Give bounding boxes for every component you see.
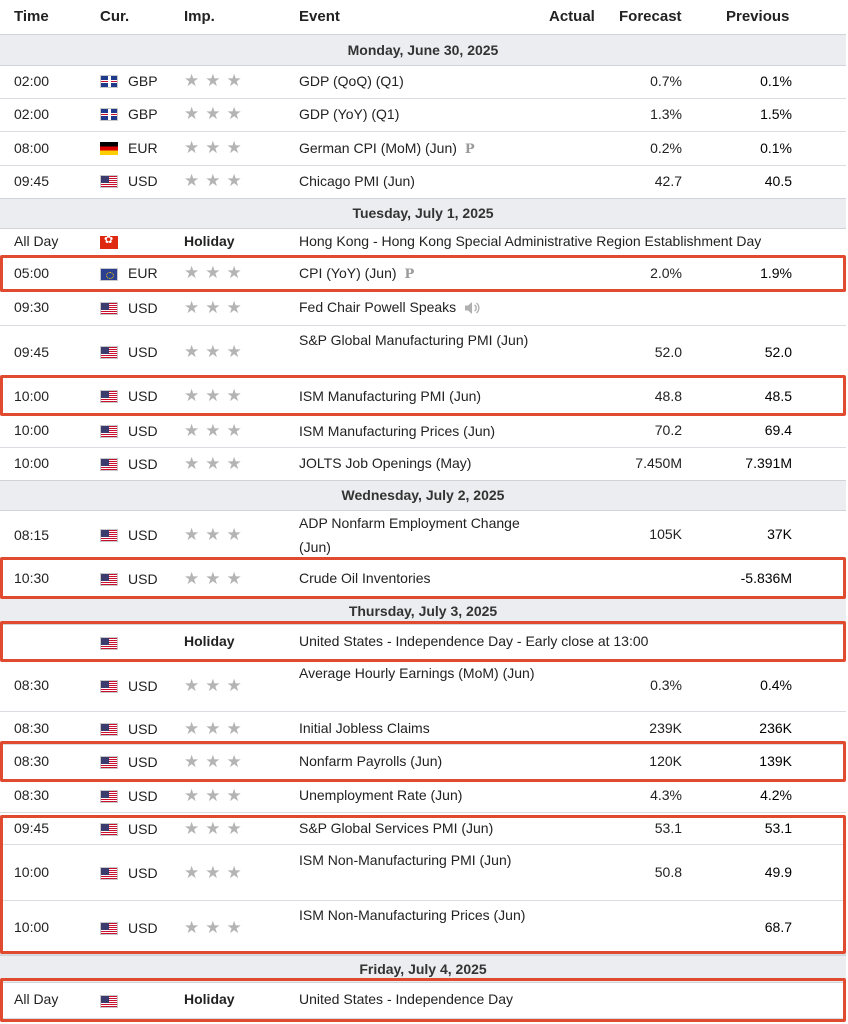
- star-icon: ★: [205, 421, 221, 440]
- star-icon: ★: [184, 342, 200, 361]
- star-icon: ★: [226, 342, 242, 361]
- importance-stars: [184, 454, 248, 474]
- forecast-value: 70.2: [654, 422, 682, 438]
- star-icon: ★: [205, 719, 221, 738]
- importance-stars: [184, 71, 248, 91]
- event-name[interactable]: German CPI (MoM) (Jun): [299, 140, 457, 156]
- event-time: 02:00: [14, 106, 50, 122]
- star-icon: ★: [226, 819, 242, 838]
- star-icon: ★: [205, 676, 221, 695]
- de-flag-icon: [100, 142, 118, 155]
- day-header: Wednesday, July 2, 2025: [0, 480, 846, 511]
- importance-stars: [184, 342, 248, 362]
- previous-value: 49.9: [764, 864, 792, 880]
- importance-stars: [184, 569, 248, 589]
- day-header: Tuesday, July 1, 2025: [0, 198, 846, 229]
- forecast-value: 4.3%: [650, 787, 682, 803]
- star-icon: ★: [205, 386, 221, 405]
- forecast-value: 0.3%: [650, 677, 682, 693]
- event-time: 08:30: [14, 787, 50, 803]
- day-header: Monday, June 30, 2025: [0, 34, 846, 66]
- event-time: 10:00: [14, 422, 50, 438]
- star-icon: ★: [226, 263, 242, 282]
- event-name[interactable]: ISM Non-Manufacturing Prices (Jun): [299, 907, 526, 923]
- holiday-label: Holiday: [184, 633, 235, 649]
- event-time: 10:00: [14, 919, 50, 935]
- star-icon: ★: [226, 104, 242, 123]
- star-icon: ★: [184, 819, 200, 838]
- us-flag-icon: [100, 922, 118, 935]
- star-icon: ★: [184, 918, 200, 937]
- us-flag-icon: [100, 680, 118, 693]
- forecast-value: 48.8: [654, 388, 682, 404]
- table-row[interactable]: [0, 228, 846, 257]
- event-time: 05:00: [14, 265, 50, 281]
- star-icon: ★: [184, 863, 200, 882]
- us-flag-icon: [100, 867, 118, 880]
- event-time: All Day: [14, 991, 59, 1007]
- star-icon: ★: [184, 719, 200, 738]
- forecast-value: 0.2%: [650, 140, 682, 156]
- previous-value: 69.4: [764, 422, 792, 438]
- currency: USD: [128, 388, 158, 404]
- previous-value: 40.5: [764, 173, 792, 189]
- previous-value: 52.0: [764, 344, 792, 360]
- event-name[interactable]: JOLTS Job Openings (May): [299, 455, 472, 471]
- us-flag-icon: [100, 756, 118, 769]
- gb-flag-icon: [100, 108, 118, 121]
- currency: EUR: [128, 265, 158, 281]
- star-icon: ★: [226, 298, 242, 317]
- event-name[interactable]: GDP (YoY) (Q1): [299, 106, 400, 122]
- importance-stars: [184, 386, 248, 406]
- day-header: Thursday, July 3, 2025: [0, 597, 846, 625]
- event-cell[interactable]: [299, 295, 539, 319]
- event-name[interactable]: Fed Chair Powell Speaks: [299, 299, 457, 315]
- event-time: 08:30: [14, 753, 50, 769]
- currency: USD: [128, 300, 158, 316]
- previous-value: 0.1%: [760, 73, 792, 89]
- star-icon: ★: [226, 421, 242, 440]
- event-time: 09:45: [14, 344, 50, 360]
- gb-flag-icon: [100, 75, 118, 88]
- star-icon: ★: [205, 918, 221, 937]
- event-name[interactable]: CPI (YoY) (Jun): [299, 265, 397, 281]
- preliminary-icon: P: [464, 142, 475, 157]
- header-importance[interactable]: Imp.: [184, 8, 215, 25]
- star-icon: ★: [184, 298, 200, 317]
- star-icon: ★: [226, 525, 242, 544]
- event-cell[interactable]: [299, 261, 539, 287]
- table-row[interactable]: [0, 326, 846, 377]
- star-icon: ★: [226, 71, 242, 90]
- forecast-value: 1.3%: [650, 106, 682, 122]
- star-icon: ★: [226, 171, 242, 190]
- star-icon: ★: [184, 263, 200, 282]
- star-icon: ★: [184, 386, 200, 405]
- holiday-label: Holiday: [184, 991, 235, 1007]
- event-name[interactable]: ADP Nonfarm Employment Change (Jun): [299, 515, 520, 555]
- table-row[interactable]: [0, 624, 846, 661]
- star-icon: ★: [184, 71, 200, 90]
- event-time: 08:00: [14, 140, 50, 156]
- currency: USD: [128, 173, 158, 189]
- currency: USD: [128, 344, 158, 360]
- table-row[interactable]: [0, 415, 846, 448]
- currency: USD: [128, 754, 158, 770]
- event-name[interactable]: United States - Independence Day - Early close at 13:00: [299, 633, 649, 649]
- us-flag-icon: [100, 425, 118, 438]
- event-name[interactable]: Chicago PMI (Jun): [299, 173, 415, 189]
- star-icon: ★: [226, 569, 242, 588]
- table-row[interactable]: [0, 813, 846, 845]
- previous-value: 139K: [759, 753, 792, 769]
- star-icon: ★: [226, 719, 242, 738]
- us-flag-icon: [100, 390, 118, 403]
- star-icon: ★: [226, 752, 242, 771]
- forecast-value: 2.0%: [650, 265, 682, 281]
- forecast-value: 42.7: [654, 173, 682, 189]
- event-name[interactable]: Nonfarm Payrolls (Jun): [299, 753, 443, 769]
- previous-value: 0.1%: [760, 140, 792, 156]
- table-row[interactable]: [0, 99, 846, 132]
- importance-stars: [184, 138, 248, 158]
- table-row[interactable]: [0, 166, 846, 199]
- eu-flag-icon: [100, 268, 118, 281]
- event-time: 10:00: [14, 388, 50, 404]
- star-icon: ★: [205, 71, 221, 90]
- us-flag-icon: [100, 995, 118, 1008]
- table-row[interactable]: [0, 132, 846, 166]
- currency: EUR: [128, 140, 158, 156]
- importance-stars: [184, 676, 248, 696]
- star-icon: ★: [226, 918, 242, 937]
- event-time: 08:30: [14, 677, 50, 693]
- currency: GBP: [128, 73, 158, 89]
- currency: GBP: [128, 106, 158, 122]
- header-time[interactable]: Time: [14, 8, 49, 25]
- event-name[interactable]: ISM Non-Manufacturing PMI (Jun): [299, 852, 512, 868]
- importance-stars: [184, 786, 248, 806]
- importance-stars: [184, 719, 248, 739]
- table-row[interactable]: [0, 901, 846, 955]
- previous-value: 1.9%: [760, 265, 792, 281]
- forecast-value: 105K: [649, 526, 682, 542]
- currency: USD: [128, 527, 158, 543]
- star-icon: ★: [184, 525, 200, 544]
- us-flag-icon: [100, 302, 118, 315]
- forecast-value: 52.0: [654, 344, 682, 360]
- previous-value: 4.2%: [760, 787, 792, 803]
- table-row[interactable]: [0, 845, 846, 901]
- star-icon: ★: [205, 342, 221, 361]
- previous-value: 48.5: [764, 388, 792, 404]
- star-icon: ★: [184, 569, 200, 588]
- event-time: 02:00: [14, 73, 50, 89]
- star-icon: ★: [205, 263, 221, 282]
- event-time: 10:30: [14, 570, 50, 586]
- star-icon: ★: [226, 454, 242, 473]
- star-icon: ★: [205, 298, 221, 317]
- event-name[interactable]: Crude Oil Inventories: [299, 570, 431, 586]
- us-flag-icon: [100, 723, 118, 736]
- forecast-value: 239K: [649, 720, 682, 736]
- holiday-label: Holiday: [184, 233, 235, 249]
- forecast-value: 50.8: [654, 864, 682, 880]
- star-icon: ★: [184, 454, 200, 473]
- importance-stars: [184, 171, 248, 191]
- table-row[interactable]: [0, 377, 846, 415]
- preliminary-icon: P: [404, 267, 415, 282]
- previous-value: -5.836M: [740, 570, 792, 586]
- header-actual[interactable]: Actual: [549, 8, 595, 25]
- star-icon: ★: [205, 138, 221, 157]
- currency: USD: [128, 456, 158, 472]
- star-icon: ★: [205, 569, 221, 588]
- previous-value: 1.5%: [760, 106, 792, 122]
- header-previous[interactable]: Previous: [726, 8, 790, 25]
- hk-flag-icon: [100, 236, 118, 249]
- table-row[interactable]: [0, 65, 846, 99]
- star-icon: ★: [184, 676, 200, 695]
- importance-stars: [184, 863, 248, 883]
- us-flag-icon: [100, 823, 118, 836]
- day-header: Friday, July 4, 2025: [0, 955, 846, 983]
- us-flag-icon: [100, 175, 118, 188]
- event-name[interactable]: Hong Kong - Hong Kong Special Administrative Region Establishment Day: [299, 233, 762, 249]
- table-row[interactable]: [0, 559, 846, 598]
- star-icon: ★: [184, 786, 200, 805]
- event-time: 09:45: [14, 173, 50, 189]
- star-icon: ★: [226, 863, 242, 882]
- currency: USD: [128, 865, 158, 881]
- star-icon: ★: [205, 525, 221, 544]
- header-event[interactable]: Event: [299, 8, 340, 25]
- star-icon: ★: [226, 138, 242, 157]
- previous-value: 0.4%: [760, 677, 792, 693]
- table-row[interactable]: [0, 661, 846, 712]
- forecast-value: 7.450M: [635, 455, 682, 471]
- header-forecast[interactable]: Forecast: [619, 8, 682, 25]
- event-time: 10:00: [14, 864, 50, 880]
- star-icon: ★: [226, 786, 242, 805]
- event-name[interactable]: GDP (QoQ) (Q1): [299, 73, 404, 89]
- star-icon: ★: [205, 171, 221, 190]
- event-name[interactable]: ISM Manufacturing PMI (Jun): [299, 388, 482, 404]
- currency: USD: [128, 571, 158, 587]
- event-time: 08:30: [14, 720, 50, 736]
- previous-value: 68.7: [764, 919, 792, 935]
- star-icon: ★: [205, 863, 221, 882]
- previous-value: 37K: [767, 526, 792, 542]
- currency: USD: [128, 920, 158, 936]
- event-name[interactable]: ISM Manufacturing Prices (Jun): [299, 423, 496, 439]
- previous-value: 7.391M: [745, 455, 792, 471]
- previous-value: 236K: [759, 720, 792, 736]
- table-row[interactable]: [0, 448, 846, 481]
- table-row[interactable]: [0, 780, 846, 813]
- speech-icon: [464, 301, 480, 315]
- importance-stars: [184, 263, 248, 283]
- star-icon: ★: [184, 138, 200, 157]
- previous-value: 53.1: [764, 820, 792, 836]
- event-name[interactable]: United States - Independence Day: [299, 991, 514, 1007]
- us-flag-icon: [100, 529, 118, 542]
- table-row[interactable]: [0, 292, 846, 326]
- star-icon: ★: [226, 386, 242, 405]
- forecast-value: 53.1: [654, 820, 682, 836]
- importance-stars: [184, 421, 248, 441]
- star-icon: ★: [226, 676, 242, 695]
- star-icon: ★: [205, 819, 221, 838]
- table-row[interactable]: [0, 745, 846, 780]
- currency: USD: [128, 788, 158, 804]
- importance-stars: [184, 104, 248, 124]
- us-flag-icon: [100, 573, 118, 586]
- table-row[interactable]: [0, 982, 846, 1019]
- event-name[interactable]: Initial Jobless Claims: [299, 720, 430, 736]
- currency: USD: [128, 423, 158, 439]
- importance-stars: [184, 918, 248, 938]
- currency: USD: [128, 678, 158, 694]
- event-name[interactable]: S&P Global Manufacturing PMI (Jun): [299, 332, 529, 348]
- star-icon: ★: [184, 104, 200, 123]
- header-currency[interactable]: Cur.: [100, 8, 130, 25]
- star-icon: ★: [184, 752, 200, 771]
- importance-stars: [184, 819, 248, 839]
- forecast-value: 0.7%: [650, 73, 682, 89]
- table-row[interactable]: [0, 257, 846, 292]
- event-name[interactable]: S&P Global Services PMI (Jun): [299, 820, 494, 836]
- star-icon: ★: [184, 421, 200, 440]
- event-time: 09:30: [14, 299, 50, 315]
- event-name[interactable]: Unemployment Rate (Jun): [299, 787, 463, 803]
- table-row[interactable]: [0, 510, 846, 559]
- star-icon: ★: [205, 786, 221, 805]
- star-icon: ★: [205, 454, 221, 473]
- event-cell[interactable]: [299, 136, 539, 162]
- us-flag-icon: [100, 637, 118, 650]
- table-row[interactable]: [0, 712, 846, 745]
- star-icon: ★: [184, 171, 200, 190]
- event-time: 10:00: [14, 455, 50, 471]
- importance-stars: [184, 752, 248, 772]
- table-header: [0, 0, 848, 34]
- star-icon: ★: [205, 104, 221, 123]
- event-time: 08:15: [14, 527, 50, 543]
- us-flag-icon: [100, 458, 118, 471]
- forecast-value: 120K: [649, 753, 682, 769]
- importance-stars: [184, 525, 248, 545]
- currency: USD: [128, 721, 158, 737]
- currency: USD: [128, 821, 158, 837]
- event-name[interactable]: Average Hourly Earnings (MoM) (Jun): [299, 665, 535, 681]
- us-flag-icon: [100, 346, 118, 359]
- us-flag-icon: [100, 790, 118, 803]
- event-time: 09:45: [14, 820, 50, 836]
- importance-stars: [184, 298, 248, 318]
- event-time: All Day: [14, 233, 59, 249]
- star-icon: ★: [205, 752, 221, 771]
